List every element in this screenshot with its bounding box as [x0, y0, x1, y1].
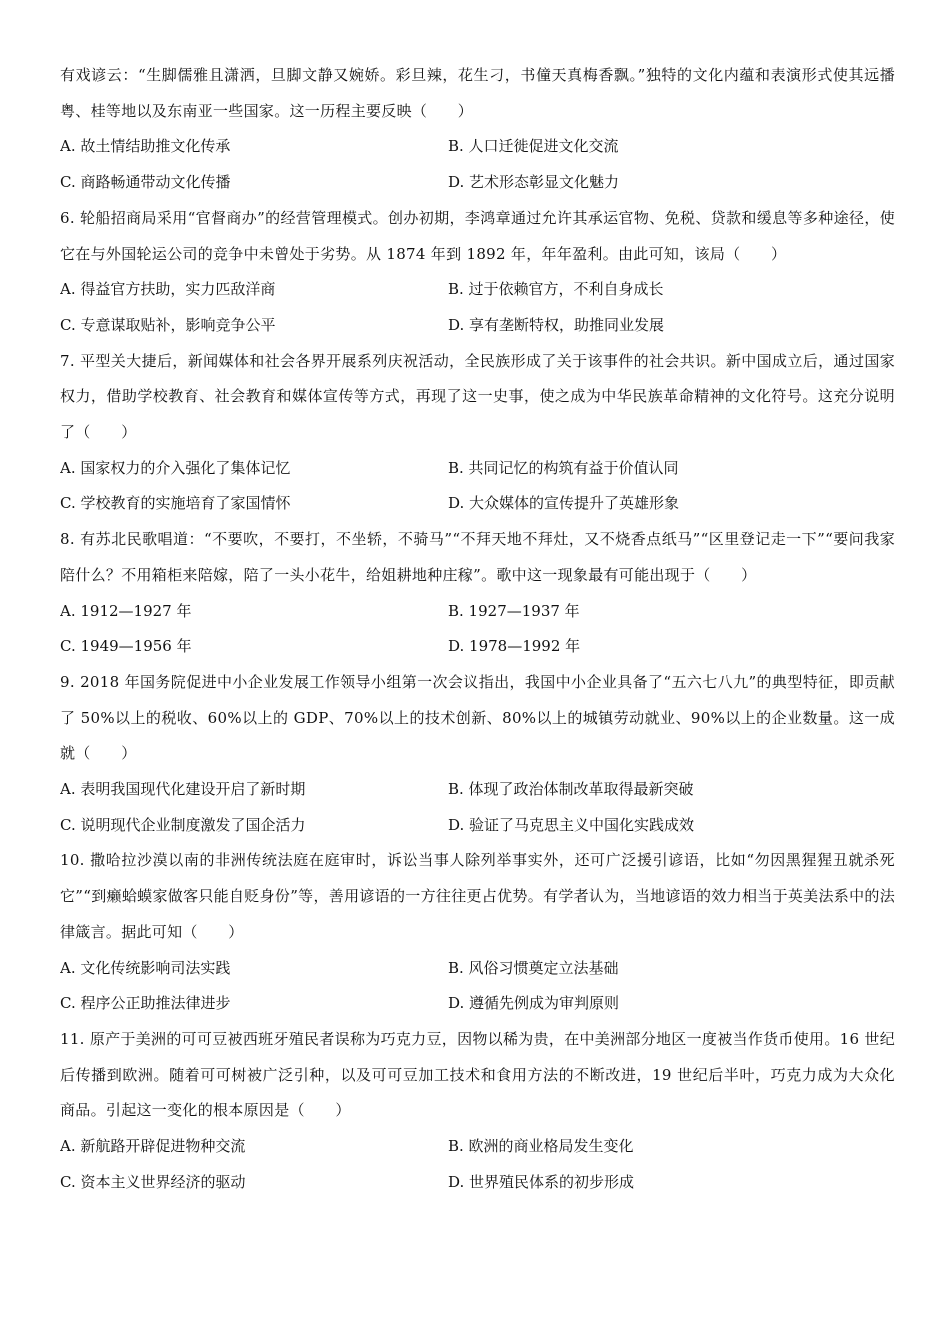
option-d: D. 大众媒体的宣传提升了英雄形象 — [448, 494, 680, 513]
option-grid — [60, 1129, 895, 1200]
option-a: A. 得益官方扶助，实力匹敌洋商 — [60, 280, 276, 299]
option-b: B. 过于依赖官方，不利自身成长 — [448, 280, 664, 299]
option-grid — [60, 272, 895, 343]
option-b: B. 体现了政治体制改革取得最新突破 — [448, 780, 694, 799]
option-c: C. 专意谋取贴补，影响竞争公平 — [60, 315, 276, 334]
exam-page — [60, 58, 895, 1201]
option-c: C. 1949—1956 年 — [60, 637, 192, 656]
question-10 — [60, 843, 895, 1022]
option-a: A. 国家权力的介入强化了集体记忆 — [60, 458, 291, 477]
option-d: D. 世界殖民体系的初步形成 — [448, 1172, 635, 1191]
option-a: A. 故土情结助推文化传承 — [60, 137, 231, 156]
option-b: B. 共同记忆的构筑有益于价值认同 — [448, 458, 679, 477]
question-stem: 7. 平型关大捷后，新闻媒体和社会各界开展系列庆祝活动，全民族形成了关于该事件的社会共识。新中国成立后，通过国家权力，借助学校教育、社会教育和媒体宣传等方式，再现了这一史事，使之成为中华民族革命精神的文化符号。这充分说明了（ ） — [60, 351, 895, 442]
option-d: D. 遵循先例成为审判原则 — [448, 994, 620, 1013]
question-block — [60, 58, 895, 201]
question-6 — [60, 201, 895, 344]
option-grid — [60, 951, 895, 1022]
question-stem: 10. 撒哈拉沙漠以南的非洲传统法庭在庭审时，诉讼当事人除列举事实外，还可广泛援引谚语，比如“勿因黑猩猩丑就杀死它”“到癞蛤蟆家做客只能自贬身份”等，善用谚语的一方往往更占优势。有学者认为，当地谚语的效力相当于英美法系中的法律箴言。据此可知（ ） — [60, 851, 895, 941]
option-d: D. 享有垄断特权，助推同业发展 — [448, 315, 665, 334]
question-7 — [60, 344, 895, 523]
option-grid — [60, 594, 895, 665]
option-a: A. 新航路开辟促进物种交流 — [60, 1137, 246, 1156]
option-grid — [60, 451, 895, 522]
question-stem: 有戏谚云：“生脚儒雅且潇洒，旦脚文静又婉娇。彩旦辣，花生刁，书僮天真梅香飘。”独特的文化内蕴和表演形式使其远播粤、桂等地以及东南亚一些国家。这一历程主要反映（ ） — [60, 66, 895, 120]
option-c: C. 学校教育的实施培育了家国情怀 — [60, 494, 291, 513]
question-stem: 11. 原产于美洲的可可豆被西班牙殖民者误称为巧克力豆，因物以稀为贵，在中美洲部分地区一度被当作货币使用。16 世纪后传播到欧洲。随着可可树被广泛引种，以及可可豆加工技术和食用方法的不断改进，19 世纪后半叶，巧克力成为大众化商品。引起这一变化的根本原因是（ ） — [60, 1029, 895, 1120]
option-b: B. 欧洲的商业格局发生变化 — [448, 1137, 634, 1156]
option-c: C. 商路畅通带动文化传播 — [60, 173, 231, 192]
option-grid — [60, 772, 895, 843]
question-stem: 8. 有苏北民歌唱道：“不要吹，不要打，不坐轿，不骑马”“不拜天地不拜灶，又不烧香点纸马”“区里登记走一下”“要问我家陪什么？不用箱柜来陪嫁，陪了一头小花牛，给姐耕地种庄稼”。歌中这一现象最有可能出现于（ ） — [60, 530, 895, 584]
option-c: C. 说明现代企业制度激发了国企活力 — [60, 815, 306, 834]
option-b: B. 人口迁徙促进文化交流 — [448, 137, 619, 156]
option-a: A. 1912—1927 年 — [60, 601, 192, 620]
option-a: A. 表明我国现代化建设开启了新时期 — [60, 780, 306, 799]
option-b: B. 1927—1937 年 — [448, 601, 580, 620]
question-11 — [60, 1022, 895, 1201]
question-8 — [60, 522, 895, 665]
option-grid — [60, 129, 895, 200]
option-c: C. 程序公正助推法律进步 — [60, 994, 231, 1013]
option-d: D. 验证了马克思主义中国化实践成效 — [448, 815, 695, 834]
option-c: C. 资本主义世界经济的驱动 — [60, 1172, 246, 1191]
option-d: D. 艺术形态彰显文化魅力 — [448, 173, 620, 192]
option-a: A. 文化传统影响司法实践 — [60, 958, 231, 977]
question-9 — [60, 665, 895, 844]
option-b: B. 风俗习惯奠定立法基础 — [448, 958, 619, 977]
question-stem: 9. 2018 年国务院促进中小企业发展工作领导小组第一次会议指出，我国中小企业具备了“五六七八九”的典型特征，即贡献了 50%以上的税收、60%以上的 GDP、70%以上的技术创新、80%以上的城镇劳动就业、90%以上的企业数量。这一成就（ ） — [60, 672, 895, 763]
option-d: D. 1978—1992 年 — [448, 637, 581, 656]
question-stem: 6. 轮船招商局采用“官督商办”的经营管理模式。创办初期，李鸿章通过允许其承运官物、免税、贷款和缓息等多种途径，使它在与外国轮运公司的竞争中未曾处于劣势。从 1874 年到 1892 年，年年盈利。由此可知，该局（ ） — [60, 208, 895, 263]
